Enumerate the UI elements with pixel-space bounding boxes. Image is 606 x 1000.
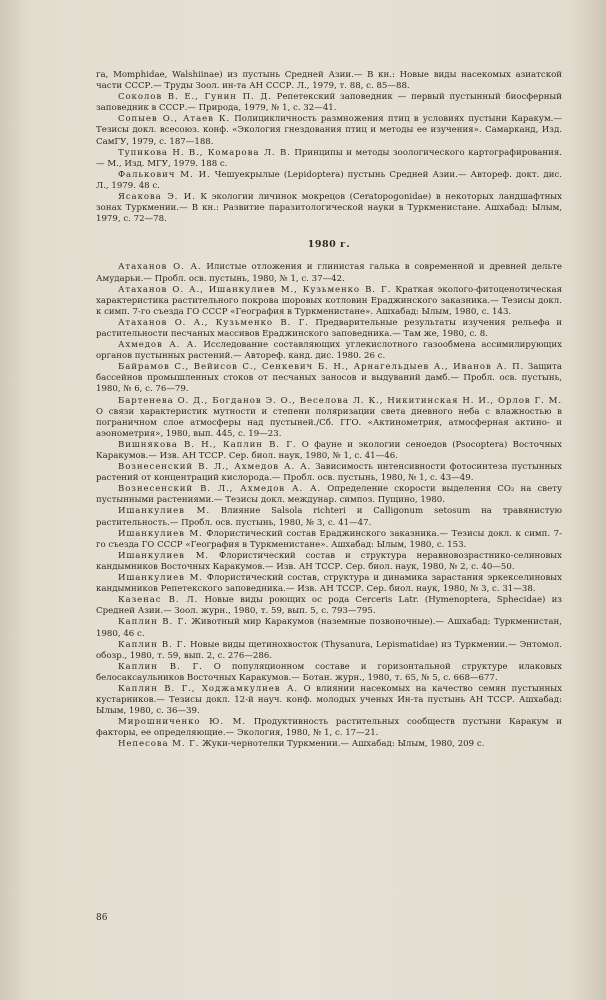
entry-author: Ясакова Э. И. — [118, 192, 196, 203]
entry-text: Флористический состав и структура неравновозрастнико-селиновых кандымников Восточных Каракумов.— Изв. АН ТССР. Сер. биол. наук, 1980, № 2, с. 40—50. — [96, 550, 562, 572]
entry-author: Вознесенский В. Л., Ахмедов А. А. — [118, 462, 312, 473]
entry-text: Новые виды щетинохвосток (Thysanura, Lepismatidae) из Туркмении.— Энтомол. обозр., 1980, т. 59, вып. 2, с. 276—286. — [96, 639, 562, 661]
bibliography-entry — [96, 617, 562, 639]
entries-1979-list — [96, 70, 562, 225]
bibliography-entry — [96, 362, 562, 395]
bibliography-column — [96, 70, 562, 751]
bibliography-entry — [96, 484, 562, 506]
entry-text: О влиянии насекомых на качество семян пустынных кустарников.— Тезисы докл. 12-й науч. конф. молодых ученых Ин-та пустынь АН ТССР. Ашхабад: Ылым, 1980, с. 36—39. — [96, 683, 562, 717]
bibliography-entry — [96, 70, 562, 92]
entry-author: Фалькович М. И. — [118, 169, 211, 180]
entry-author: Ишанкулиев М. — [118, 550, 210, 561]
entry-text: Защита бассейнов промышленных стоков от песчаных заносов и выдуваний дамб.— Пробл. осв. пустынь, 1980, № 6, с. 76—79. — [96, 362, 563, 395]
entry-author: Бартенева О. Д., Богданов Э. О., Веселова Л. К., Никитинская Н. И., Орлов Г. М. — [118, 395, 562, 406]
bibliography-entry — [96, 551, 562, 573]
entry-text: Новые виды роющих ос рода Cerceris Latr. (Hymenoptera, Sphecidae) из Средней Азии.— Зоол. журн., 1980, т. 59, вып. 5, с. 793—795. — [96, 595, 562, 617]
entries-1980-list — [96, 262, 562, 750]
bibliography-entry — [96, 662, 562, 684]
entry-text: Флористический состав, структура и динамика зарастания эркекселиновых кандымников Репетекского заповедника.— Изв. АН ТССР. Сер. биол. наук, 1980, № 3, с. 31—38. — [96, 573, 562, 595]
entry-text: Жуки-чернотелки Туркмении.— Ашхабад: Ылым, 1980, 209 с. — [199, 739, 485, 750]
entry-text: Зависимость интенсивности фотосинтеза пустынных растений от концентраций кислорода.— Пробл. осв. пустынь, 1980, № 1, с. 43—49. — [96, 462, 562, 484]
bibliography-entry — [96, 717, 562, 739]
bibliography-entry — [96, 396, 562, 440]
entry-text: О связи характеристик мутности и степени поляризации света дневного неба с влажностью в пограничном слое атмосферы над пустыней./Сб. ГГО. «Актинометрия, атмосферная актино- и аэонометрия», 1980, вып. 445, с. 19—23. — [96, 406, 562, 439]
entry-author: Каплин В. Г., Ходжамкулиев А. — [118, 683, 299, 694]
entry-author: Сопыев О., Атаев К. — [118, 114, 231, 125]
bibliography-entry — [96, 192, 562, 225]
entry-author: Атаханов О. А. — [118, 262, 202, 273]
entry-author: Ишанкулиев М. — [118, 528, 203, 539]
entry-text: Чешуекрылые (Lepidoptera) пустынь Средней Азии.— Автореф. докт. дис. Л., 1979. 48 с. — [96, 169, 562, 191]
bibliography-entry — [96, 114, 562, 147]
year-heading-1980: 1980 г. — [307, 239, 351, 251]
entry-author: Непесова М. Г. — [118, 739, 200, 750]
entry-author: Каплин В. Г. — [118, 661, 203, 672]
entry-text: га, Momphidae, Walshiinae) из пустынь Средней Азии.— В кн.: Новые виды насекомых азиатской части СССР.— Труды Зоол. ин-та АН СССР. Л., 1979, т. 88, с. 85—88. — [96, 70, 562, 92]
entry-text: Продуктивность растительных сообществ пустыни Каракум и факторы, ее определяющие.— Экология, 1980, № 1, с. 17—21. — [96, 717, 562, 739]
bibliography-entry — [96, 739, 562, 750]
entry-text: Предварительные результаты изучения рельефа и растительности песчаных массивов Ераджинского заповедника.— Там же, 1980, с. 8. — [96, 317, 562, 339]
entry-text: Принципы и методы зоологического картографирования.— М., Изд. МГУ, 1979. 188 с. — [96, 147, 562, 169]
bibliography-entry — [96, 340, 562, 362]
entry-author: Вишнякова В. Н., Каплин В. Г. — [118, 439, 297, 450]
bibliography-entry — [96, 573, 562, 595]
bibliography-entry — [96, 529, 562, 551]
entry-author: Байрамов С., Вейисов С., Сенкевич Б. Н., Арнагельдыев А., Иванов А. П. — [118, 362, 525, 373]
bibliography-entry — [96, 506, 562, 528]
bibliography-entry — [96, 440, 562, 462]
entry-text: Илистые отложения и глинистая галька в современной и древней дельте Амударьи.— Пробл. осв. пустынь, 1980, № 1, с. 37—42. — [96, 262, 562, 284]
entry-text: Определение скорости выделения CO₂ на свету пустынными растениями.— Тезисы докл. междунар. симпоз. Пущино, 1980. — [96, 484, 562, 506]
bibliography-entry — [96, 170, 562, 192]
bibliography-entry — [96, 595, 562, 617]
bibliography-entry — [96, 148, 562, 170]
entry-text: Животный мир Каракумов (наземные позвоночные).— Ашхабад: Туркменистан, 1980, 46 с. — [96, 617, 562, 639]
entry-author: Тупикова Н. В., Комарова Л. В. — [118, 147, 291, 158]
entry-author: Ахмедов А. А. — [118, 340, 198, 351]
entry-text: Краткая эколого-фитоценотическая характеристика растительного покрова шоровых котловин Ераджинского заказника.— Тезисы докл. к симп. 7-го съезда ГО СССР «География в Туркменистане». Ашхабад: Ылым, 1980, с. 143. — [96, 284, 563, 317]
entry-author: Каплин В. Г. — [118, 639, 187, 650]
bibliography-entry — [96, 318, 562, 340]
entry-author: Вознесенский В. Л., Ахмедов А. А. — [118, 484, 322, 495]
entry-author: Атаханов О. А., Кузьменко В. Г. — [118, 317, 309, 328]
entry-author: Ишанкулиев М. — [118, 573, 203, 584]
bibliography-entry — [96, 684, 562, 717]
entry-author: Соколов В. Е., Гунин П. Д. — [118, 92, 272, 103]
entry-author: Каплин В. Г. — [118, 617, 188, 628]
entry-text: О фауне и экологии сеноедов (Psocoptera) Восточных Каракумов.— Изв. АН ТССР. Сер. биол. наук, 1980, № 1, с. 41—46. — [96, 439, 562, 461]
entry-text: Исследование составляющих углекислотного газообмена ассимилирующих органов пустынных растений.— Автореф. канд. дис. 1980. 26 с. — [96, 340, 562, 362]
entry-author: Казенас В. Л. — [118, 595, 199, 606]
entry-author: Ишанкулиев М. — [118, 506, 210, 517]
entry-author: Атаханов О. А., Ишанкулиев М., Кузьменко В. Г. — [118, 284, 392, 295]
bibliography-entry — [96, 462, 562, 484]
entry-text: Флористический состав Ераджинского заказника.— Тезисы докл. к симп. 7-го съезда ГО СССР «География в Туркменистане». Ашхабад: Ылым, 1980, с. 153. — [96, 528, 562, 550]
entry-text: Полицикличность размножения птиц в условиях пустыни Каракум.— Тезисы докл. всесоюз. конф. «Экология гнездования птиц и методы ее изучения». Самарканд, Изд. СамГУ, 1979, с. 187—188. — [96, 114, 562, 147]
entry-text: К экологии личинок мокрецов (Ceratopogonidae) в некоторых ландшафтных зонах Туркмении.— В кн.: Развитие паразитологической науки в Туркменистане. Ашхабад: Ылым, 1979, с. 72—78. — [96, 192, 562, 225]
bibliography-entry — [96, 92, 562, 114]
bibliography-entry — [96, 640, 562, 662]
page-number: 86 — [96, 913, 108, 923]
entry-text: О популяционном составе и горизонтальной структуре илаковых белосаксаульников Восточных Каракумов.— Ботан. журн., 1980, т. 65, № 5, с. 668—677. — [96, 661, 562, 683]
entry-author: Мирошниченко Ю. М. — [118, 717, 246, 728]
bibliography-entry — [96, 262, 562, 284]
bibliography-entry — [96, 285, 562, 318]
entry-text: Влияние Salsola richteri и Calligonum setosum на травянистую растительность.— Пробл. осв. пустынь, 1980, № 3, с. 41—47. — [96, 506, 562, 528]
entry-text: Репетекский заповедник — первый пустынный биосферный заповедник в СССР.— Природа, 1979, № 1, с. 32—41. — [96, 92, 563, 114]
